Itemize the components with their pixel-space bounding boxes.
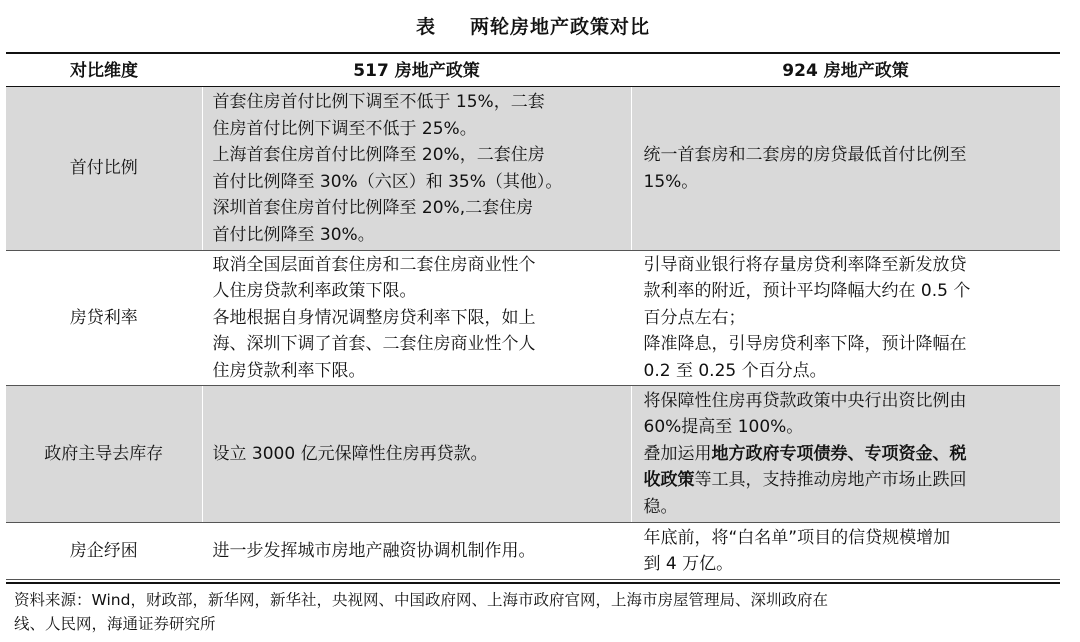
policy-517-cell: [202, 386, 631, 523]
text-line: 上海首套住房首付比例降至 20%，二套住房: [212, 145, 545, 165]
header-517-policy: 517 房地产政策: [202, 56, 631, 87]
text-line: 各地根据自身情况调整房贷利率下限，如上: [212, 307, 536, 328]
text-line: 统一首套房和二套房的房贷最低首付比例至: [643, 145, 967, 165]
table-row-government-destocking: [6, 386, 1060, 523]
source-line: 资料来源：Wind，财政部，新华网，新华社，央视网、中国政府网、上海市政府官网，上海市房屋管理局、深圳政府在: [14, 591, 828, 609]
text-line: 引导商业银行将存量房贷利率降至新发放贷: [643, 254, 967, 275]
policy-517-cell: [202, 251, 631, 386]
table-title-prefix: 表: [415, 15, 436, 38]
text-segment: 等工具，支持推动房地产市场止跌回: [694, 470, 967, 491]
bold-text-segment: 收政策: [643, 470, 695, 491]
dimension-cell: 政府主导去库存: [6, 386, 202, 523]
text-line: 深圳首套住房首付比例降至 20%,二套住房: [212, 198, 534, 218]
text-line: 首付比例降至 30%。: [212, 224, 375, 245]
text-line-mixed: [644, 441, 1045, 468]
header-row: [6, 56, 1060, 87]
text-line: 将保障性住房再贷款政策中央行出资比例由: [643, 390, 967, 411]
text-line: 款利率的附近，预计平均降幅大约在 0.5 个: [643, 281, 971, 302]
text-line: 15%。: [643, 171, 699, 192]
text-line: 海、深圳下调了首套、二套住房商业性个人: [212, 334, 536, 355]
text-line: 稳。: [643, 496, 678, 517]
header-924-policy: 924 房地产政策: [631, 56, 1060, 87]
table-row-developer-relief: [6, 523, 1060, 580]
bold-text-segment: 地方政府专项债券、专项资金、税: [711, 443, 967, 464]
text-line: 住房贷款利率下限。: [212, 360, 366, 381]
bottom-rule: [6, 582, 1060, 584]
table-row-down-payment: [6, 87, 1060, 251]
text-line: 住房首付比例下调至不低于 25%。: [212, 118, 477, 139]
policy-924-cell: [631, 87, 1060, 251]
text-line: 0.2 至 0.25 个百分点。: [643, 360, 827, 381]
text-line: 60%提高至 100%。: [643, 417, 804, 438]
policy-924-cell: [631, 523, 1060, 580]
text-line: 首套住房首付比例下调至不低于 15%，二套: [212, 92, 545, 112]
text-line: 设立 3000 亿元保障性住房再贷款。: [212, 443, 488, 464]
policy-517-cell: [202, 523, 631, 580]
text-line: 年底前，将“白名单”项目的信贷规模增加: [643, 527, 951, 548]
comparison-table: [6, 56, 1060, 580]
policy-924-cell: [631, 251, 1060, 386]
source-note: [14, 588, 1060, 636]
dimension-cell: 房企纾困: [6, 523, 202, 580]
table-title: [6, 0, 1060, 50]
text-line: 到 4 万亿。: [643, 554, 734, 574]
text-line: 取消全国层面首套住房和二套住房商业性个: [212, 254, 536, 275]
table-title-text: 两轮房地产政策对比: [470, 15, 651, 38]
text-line: 首付比例降至 30%（六区）和 35%（其他）。: [212, 171, 563, 192]
policy-924-cell: [631, 386, 1060, 523]
text-segment: 叠加运用: [643, 443, 712, 464]
text-line: 降准降息，引导房贷利率下降，预计降幅在: [643, 334, 967, 355]
header-dimension: 对比维度: [6, 56, 202, 87]
top-rule: [6, 52, 1060, 54]
table-row-mortgage-rate: [6, 251, 1060, 386]
dimension-cell: 首付比例: [6, 87, 202, 251]
text-line: 人住房贷款利率政策下限。: [212, 281, 417, 302]
dimension-cell: 房贷利率: [6, 251, 202, 386]
text-line: 进一步发挥城市房地产融资协调机制作用。: [212, 540, 536, 561]
text-line-mixed: [644, 467, 1045, 494]
text-line: 百分点左右；: [643, 307, 746, 328]
policy-517-cell: [202, 87, 631, 251]
source-line: 线、人民网，海通证券研究所: [14, 615, 216, 633]
